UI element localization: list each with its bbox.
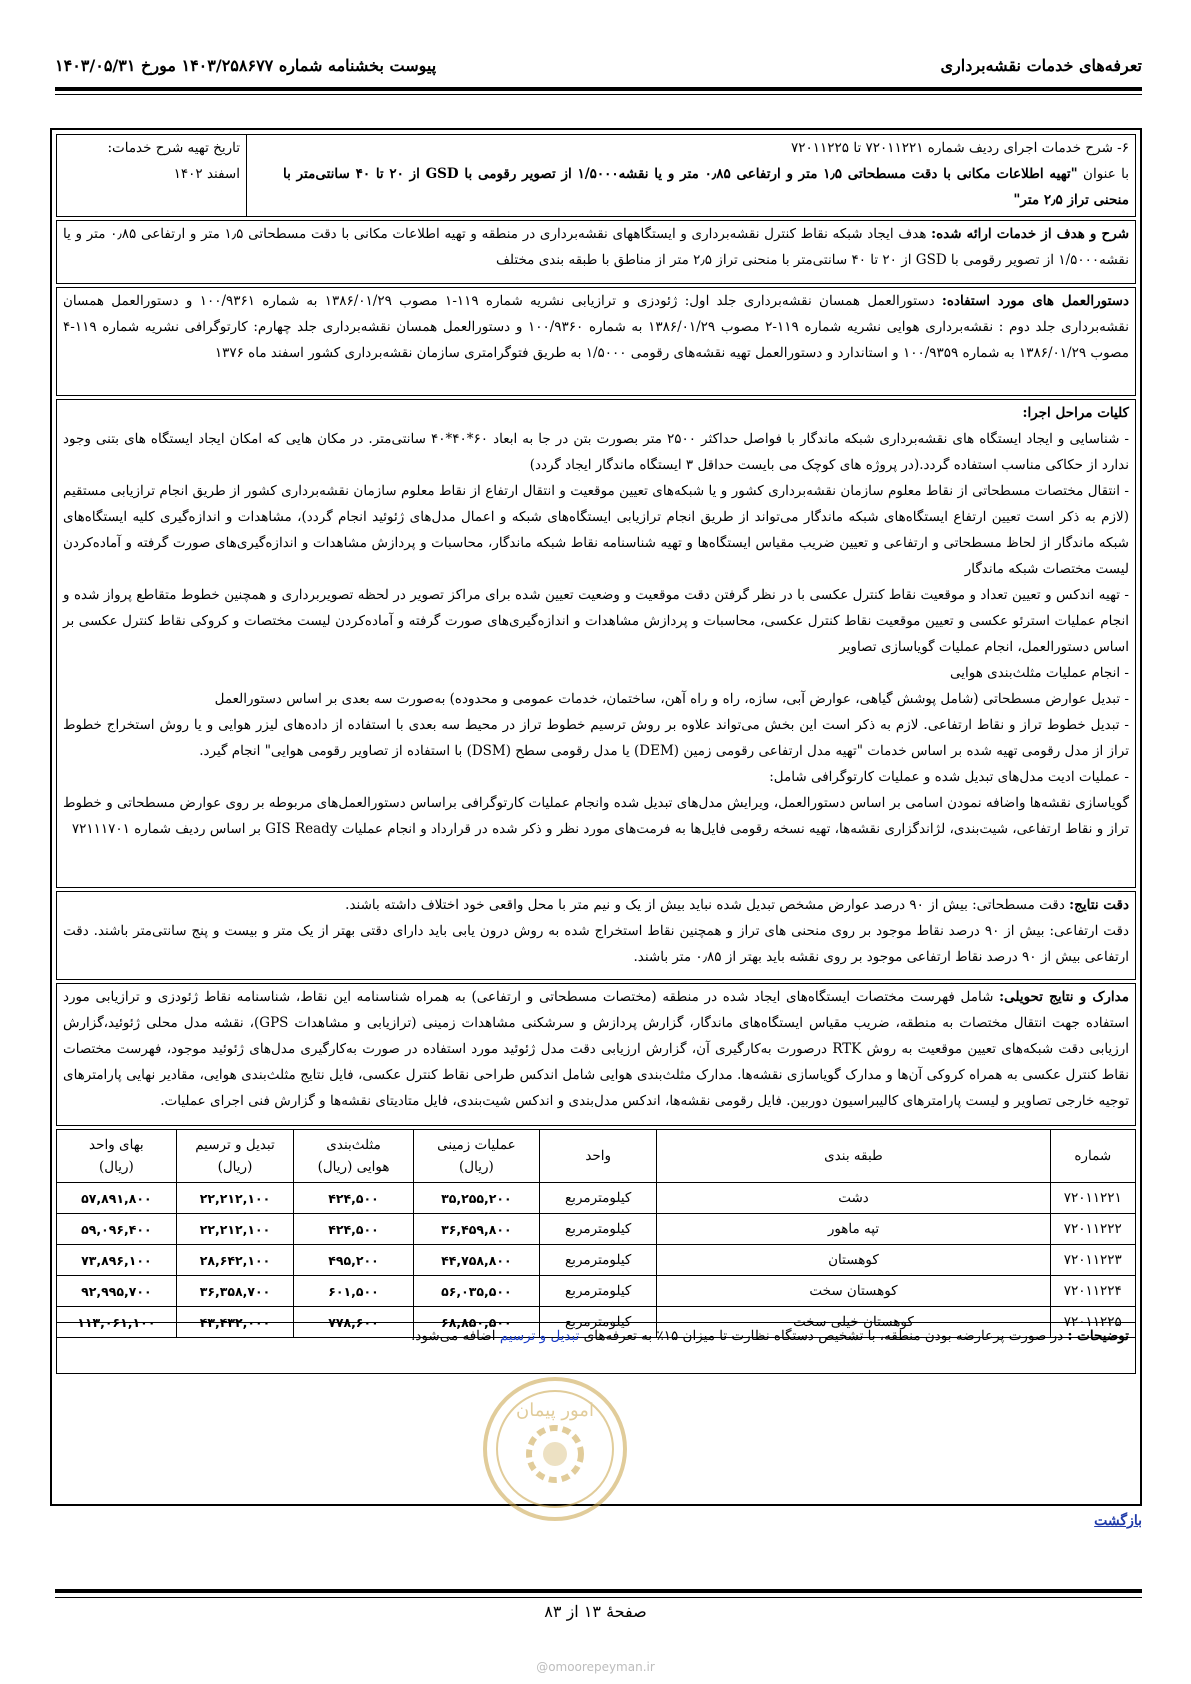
cell-ground: ۶۸,۸۵۰,۵۰۰ [413,1307,539,1338]
item-number-line: ۶- شرح خدمات اجرای ردیف شماره ۷۲۰۱۱۲۲۱ تا ۷۲۰۱۱۲۲۵ [791,140,1129,156]
cell-aero: ۴۹۵,۲۰۰ [294,1245,414,1276]
header-rule-thick [55,87,1142,91]
cell-class: دشت [657,1183,1050,1214]
cell-class: کوهستان سخت [657,1276,1050,1307]
preparation-date [57,135,247,216]
cell-aero: ۷۷۸,۶۰۰ [294,1307,414,1338]
header-unit: واحد [539,1130,657,1183]
table-row [57,1245,1136,1276]
notes-label: توضیحات : [1067,1328,1129,1344]
steps-label: کلیات مراحل اجرا: [1022,405,1129,421]
step-item: - عملیات ادیت مدل‌های تبدیل شده و عملیات کارتوگرافی شامل: [769,769,1129,785]
cell-ground: ۴۴,۷۵۸,۸۰۰ [413,1245,539,1276]
step-item: گویاسازی نقشه‌ها واضافه نمودن اسامی بر اساس دستورالعمل، ویرایش مدل‌های تبدیل شده وانجام عملیات کارتوگرافی براساس دستورالعمل‌های مربوطه بر روی عوارض مسطحاتی و خطوط تراز و نقاط ارتفاعی، شیت‌بندی، لژاندگزاری نقشه‌ها، تهیه نسخه رقومی فایل‌ها به فرمت‌های مورد نظر و ذکر شده در قرارداد و انجام عملیات GIS Ready بر اساس ردیف شماره ۷۲۱۱۱۷۰۱ [63,795,1129,837]
watermark-seal-icon [480,1374,630,1524]
deliverables-label: مدارک و نتایج تحویلی: [999,989,1129,1005]
table-row [57,1183,1136,1214]
step-item: - انجام عملیات مثلث‌بندی هوایی [949,665,1129,681]
cell-price: ۹۲,۹۹۵,۷۰۰ [57,1276,177,1307]
back-link[interactable]: بازگشت [1094,1513,1142,1529]
cell-class: کوهستان خیلی سخت [657,1307,1050,1338]
description-text: هدف ایجاد شبکه نقاط کنترل نقشه‌برداری و ایستگاههای نقشه‌برداری در منطقه و تهیه اطلاعات مکانی با دقت مسطحاتی ۱٫۵ متر و ارتفاعی ۰٫۸۵ متر و یا نقشه۱/۵۰۰۰ از تصویر رقومی با GSD از ۲۰ تا ۴۰ سانتی‌متر با منحنی تراز ۲٫۵ متر از مناطق با طبقه بندی مختلف [63,226,1129,268]
item-title-text: "تهیه اطلاعات مکانی با دقت مسطحاتی ۱٫۵ متر و ارتفاعی ۰٫۸۵ متر و یا نقشه‌۱/۵۰۰۰ از تصویر رقومی با GSD از ۲۰ تا ۴۰ سانتی‌متر با منحنی تراز ۲٫۵ متر" [283,166,1129,208]
cell-aero: ۴۲۴,۵۰۰ [294,1183,414,1214]
deliverables-text: شامل فهرست مختصات ایستگاه‌های ایجاد شده در منطقه (مختصات مسطحاتی و ارتفاعی) به همراه شناسنامه این نقاط، شناسنامه نقاط ژئودزی و ترازیابی مورد استفاده جهت انتقال مختصات به منطقه، ضریب مقیاس ایستگاه‌های ماندگار، گزارش پردازش و سرشکنی مشاهدات زمینی (ترازیابی و مشاهدات GPS)، نقشه مدل محلی ژئوئید،گزارش ارزیابی دقت شبکه‌های تعیین موقعیت به روش RTK درصورت به‌کارگیری آن، گزارش ارزیابی دقت مدل ژئوئید مورد استفاده در صورت به‌کارگیری مدل‌های ژئوئید موجود، فهرست مختصات نقاط کنترل عکسی به همراه کروکی آن‌ها و مدارک گویاسازی نقشه‌ها. مدارک مثلث‌بندی هوایی شامل اندکس طراحی نقاط کنترل عکسی، فایل نتایج مثلث‌بندی هوایی، مقادیر نهایی پارامترهای توجیه خارجی تصاویر و لیست پارامترهای کالیبراسیون دوربین. فایل رقومی نقشه‌ها، اندکس مدل‌بندی و اندکس شیت‌بندی، فایل متادیتای نقشه‌ها و گزارش فنی اجرای عملیات. [63,989,1129,1109]
step-item: - انتقال مختصات مسطحاتی از نقاط معلوم سازمان نقشه‌برداری کشور و یا شبکه‌های تعیین موقعیت و انتقال ارتفاع از نقاط معلوم سازمان نقشه‌برداری کشور از طریق انجام ترازیابی مستقیم (لازم به ذکر است تعیین ارتفاع ایستگاه‌های شبکه ماندگار می‌تواند از طریق انجام ترازیابی ایستگاه‌های شبکه و اعمال مدل‌های ژئوئید انجام گردد)، مشاهدات و اندازه‌گیری کلیه ایستگاه‌های شبکه ماندگار از لحاظ مسطحاتی و ارتفاعی و تعیین ضریب مقیاس ایستگاه‌ها و تهیه شناسنامه نقاط شبکه ماندگار، محاسبات و پردازش مشاهدات و اندازه‌گیری‌های صورت گرفته و آماده‌کردن لیست مختصات شبکه ماندگار [63,483,1129,577]
step-item: - تهیه اندکس و تعیین تعداد و موقعیت نقاط کنترل عکسی با در نظر گرفتن دقت موقعیت و وضعیت تعیین شده برای مراکز تصویر در لحظه تصویربرداری و همچنین خطوط متقاطع پرواز شده و انجام عملیات استرئو عکسی و تعیین موقعیت نقاط کنترل عکسی، محاسبات و پردازش مشاهدات و اندازه‌گیری‌های صورت گرفته و آماده‌کردن لیست مختصات و کروکی نقاط کنترل عکسی بر اساس دستورالعمل، انجام عملیات گویاسازی تصاویر [63,587,1129,655]
standards-text: دستورالعمل همسان نقشه‌برداری جلد اول: ژئودزی و ترازیابی نشریه شماره ۱۱۹-۱ مصوب ۱۳۸۶/۰۱/۲۹ به شماره ۱۰۰/۹۳۶۱ و دستورالعمل همسان نقشه‌برداری جلد دوم : نقشه‌برداری هوایی نشریه شماره ۱۱۹-۲ مصوب ۱۳۸۶/۰۱/۲۹ به شماره ۱۰۰/۹۳۶۰ و دستورالعمل همسان نقشه‌برداری جلد چهارم: کارتوگرافی نشریه شماره ۱۱۹-۴ مصوب ۱۳۸۶/۰۱/۲۹ به شماره ۱۰۰/۹۳۵۹ و استاندارد و دستورالعمل تهیه نقشه‌های رقومی ۱/۵۰۰۰ به طریق فتوگرامتری سازمان نقشه‌برداری کشور اسفند ماه ۱۳۷۶ [63,293,1129,361]
cell-price: ۷۳,۸۹۶,۱۰۰ [57,1245,177,1276]
cell-convert: ۲۲,۲۱۲,۱۰۰ [176,1183,294,1214]
cell-code: ۷۲۰۱۱۲۲۵ [1050,1307,1135,1338]
header-rule-thin [55,94,1142,95]
cell-code: ۷۲۰۱۱۲۲۴ [1050,1276,1135,1307]
accuracy-altimetric: دقت ارتفاعی: بیش از ۹۰ درصد نقاط موجود بر روی منحنی های تراز و همچنین نقاط استخراج شده به روش درون یابی باید دارای دقتی بهتر از یک متر و بیست و پنج سانتی‌متر باشند. دقت ارتفاعی بیش از ۹۰ درصد نقاط ارتفاعی موجود بر روی نقشه باید بهتر از ۰٫۸۵ متر باشند. [63,923,1129,965]
table-header-row [57,1130,1136,1183]
step-item: - تبدیل خطوط تراز و نقاط ارتفاعی. لازم به ذکر است این بخش می‌تواند علاوه بر روش ترسیم خطوط تراز در محیط سه بعدی با استفاده از داده‌های لیزر هوایی و یا روش استخراج خطوط تراز از مدل رقومی تهیه شده بر اساس خدمات "تهیه مدل ارتفاعی رقومی زمین (DEM) یا مدل رقومی سطح (DSM) با استفاده از تصاویر رقومی هوایی" انجام گیرد. [63,717,1129,759]
cell-unit: کیلومترمربع [539,1214,657,1245]
cell-aero: ۴۲۴,۵۰۰ [294,1214,414,1245]
cell-ground: ۳۶,۴۵۹,۸۰۰ [413,1214,539,1245]
document-title: تعرفه‌های خدمات نقشه‌برداری [940,56,1142,75]
cell-convert: ۳۶,۳۵۸,۷۰۰ [176,1276,294,1307]
date-label: تاریخ تهیه شرح خدمات: [107,140,240,156]
cell-code: ۷۲۰۱۱۲۲۱ [1050,1183,1135,1214]
item-title [277,135,1135,216]
page-number: صفحهٔ ۱۳ از ۸۳ [544,1602,647,1621]
cell-price: ۵۹,۰۹۶,۴۰۰ [57,1214,177,1245]
footer-rule-thick [55,1589,1142,1593]
cell-ground: ۵۶,۰۳۵,۵۰۰ [413,1276,539,1307]
header-class: طبقه بندی [657,1130,1050,1183]
notes-highlight: تبدیل و ترسیم [499,1328,580,1344]
cell-convert: ۲۲,۲۱۲,۱۰۰ [176,1214,294,1245]
cell-price: ۱۱۳,۰۶۱,۱۰۰ [57,1307,177,1338]
cell-class: تپه ماهور [657,1214,1050,1245]
cell-class: کوهستان [657,1245,1050,1276]
steps-section [56,399,1136,888]
cell-price: ۵۷,۸۹۱,۸۰۰ [57,1183,177,1214]
table-row [57,1214,1136,1245]
footer-rule-thin [55,1597,1142,1598]
accuracy-section [56,891,1136,980]
cell-code: ۷۲۰۱۱۲۲۳ [1050,1245,1135,1276]
notes-section [56,1322,1136,1374]
deliverables-section [56,983,1136,1126]
watermark-text: امور پیمان [516,1400,594,1421]
item-title-prefix: با عنوان [1077,166,1129,182]
cell-aero: ۶۰۱,۵۰۰ [294,1276,414,1307]
attachment-reference: پیوست بخشنامه شماره ۱۴۰۳/۲۵۸۶۷۷ مورخ ۱۴۰۳/۰۵/۳۱ [55,56,437,75]
service-description-frame [50,128,1142,1506]
header-unit-price: بهای واحد (ریال) [57,1130,177,1183]
cell-unit: کیلومترمربع [539,1276,657,1307]
header-conversion: تبدیل و ترسیم (ریال) [176,1130,294,1183]
header-code: شماره [1050,1130,1135,1183]
cell-convert: ۴۳,۴۳۲,۰۰۰ [176,1307,294,1338]
notes-text-end: اضافه می‌شود. [411,1328,500,1344]
date-value: اسفند ۱۴۰۲ [173,166,240,182]
standards-label: دستورالعمل های مورد استفاده: [941,293,1129,309]
page-header [55,56,1142,82]
table-row [57,1276,1136,1307]
notes-text: در صورت پرعارضه بودن منطقه، با تشخیص دستگاه نظارت تا میزان ۱۵٪ به تعرفه‌های [579,1328,1068,1344]
watermark-site: @omoorepeyman.ir [536,1660,655,1674]
description-section [56,220,1136,284]
cell-unit: کیلومترمربع [539,1183,657,1214]
accuracy-label: دقت نتایج: [1069,897,1129,913]
header-ground: عملیات زمینی (ریال) [413,1130,539,1183]
cell-convert: ۲۸,۶۴۲,۱۰۰ [176,1245,294,1276]
step-item: - شناسایی و ایجاد ایستگاه های نقشه‌برداری شبکه ماندگار با فواصل حداکثر ۲۵۰۰ متر بصورت بتن در جا به ابعاد ۶۰*۴۰*۴۰ سانتی‌متر. در مکان هایی که امکان ایجاد ایستگاه های بتنی وجود ندارد از حکاکی مناسب استفاده گردد.(در پروژه های کوچک می بایست حداقل ۳ ایستگاه ماندگار ایجاد گردد) [63,431,1129,473]
cell-unit: کیلومترمربع [539,1307,657,1338]
rates-table [56,1129,1136,1338]
cell-unit: کیلومترمربع [539,1245,657,1276]
step-item: - تبدیل عوارض مسطحاتی (شامل پوشش گیاهی، عوارض آبی، سازه، راه و راه آهن، ساختمان، خدمات عمومی و محدوده) به‌صورت سه بعدی بر اساس دستورالعمل [214,691,1129,707]
cell-code: ۷۲۰۱۱۲۲۲ [1050,1214,1135,1245]
standards-section [56,287,1136,396]
item-title-section [56,134,1136,217]
description-label: شرح و هدف از خدمات ارائه شده: [931,226,1129,242]
accuracy-planimetric: دقت مسطحاتی: بیش از ۹۰ درصد عوارض مشخص تبدیل شده نباید بیش از یک و نیم متر با محل واقعی خود اختلاف داشته باشند. [345,897,1070,913]
header-aerotriangulation: مثلث‌بندی هوایی (ریال) [294,1130,414,1183]
cell-ground: ۳۵,۲۵۵,۲۰۰ [413,1183,539,1214]
